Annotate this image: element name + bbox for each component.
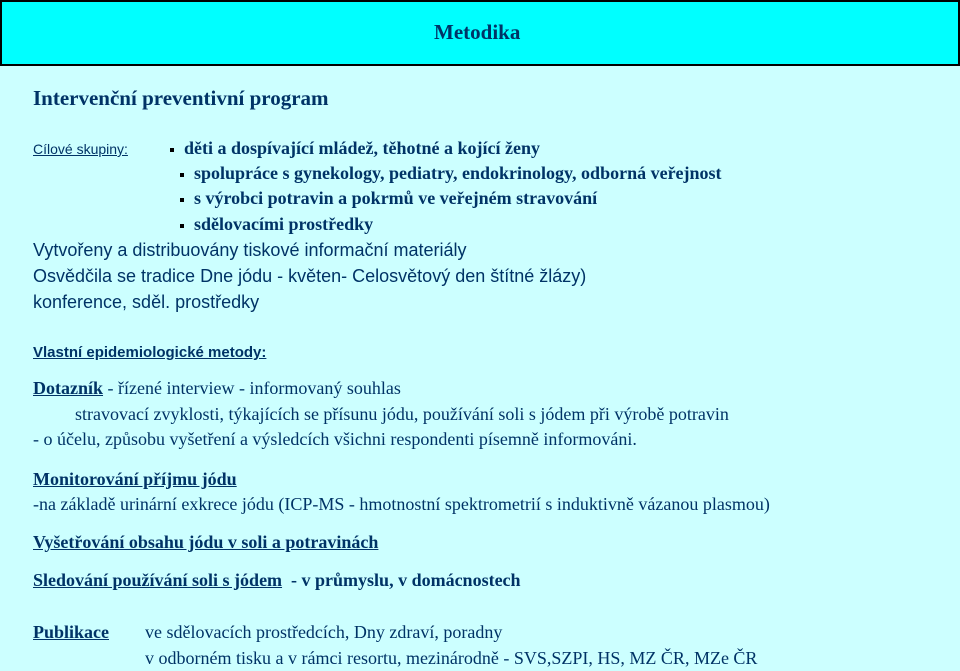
target-group-item: s výrobci potravin a pokrmů ve veřejném stravování <box>180 188 597 209</box>
salt-usage-line: Sledování používání soli s jódem - v průmyslu, v domácnostech <box>33 570 521 590</box>
info-line: Osvědčila se tradice Dne jódu - květen- Celosvětový den štítné žlázy) <box>33 266 587 286</box>
publications-detail: v odborném tisku a v rámci resortu, mezinárodně - SVS,SZPI, HS, MZ ČR, MZe ČR <box>145 648 758 668</box>
bullet-icon <box>180 224 184 228</box>
publications-detail: ve sdělovacích prostředcích, Dny zdraví, poradny <box>145 622 503 642</box>
program-title: Intervenční preventivní program <box>33 86 329 110</box>
bullet-icon <box>170 148 174 152</box>
questionnaire-detail: stravovací zvyklosti, týkajících se přísunu jódu, používání soli s jódem při výrobě potravin <box>75 404 729 424</box>
questionnaire-detail: - o účelu, způsobu vyšetření a výsledcích všichni respondenti písemně informováni. <box>33 429 637 449</box>
target-group-item: děti a dospívající mládež, těhotné a kojící ženy <box>170 138 540 159</box>
title-bar <box>0 0 960 66</box>
bullet-icon <box>180 173 184 177</box>
target-group-item: spolupráce s gynekology, pediatry, endokrinology, odborná veřejnost <box>180 163 722 184</box>
slide-title: Metodika <box>434 20 521 44</box>
methods-heading: Vlastní epidemiologické metody: <box>33 344 267 361</box>
questionnaire-title: Dotazník <box>33 378 104 398</box>
publications-title: Publikace <box>33 622 110 642</box>
monitoring-title: Monitorování příjmu jódu <box>33 469 237 489</box>
questionnaire-line: Dotazník - řízené interview - informovaný souhlas <box>33 378 401 398</box>
info-line: konference, sděl. prostředky <box>33 292 260 312</box>
salt-usage-title: Sledování používání soli s jódem <box>33 570 283 590</box>
bullet-icon <box>180 198 184 202</box>
target-group-item: sdělovacími prostředky <box>180 214 373 235</box>
monitoring-detail: -na základě urinární exkrece jódu (ICP-MS - hmotnostní spektrometrií s induktivně vázanou plasmou) <box>33 494 770 514</box>
info-line: Vytvořeny a distribuovány tiskové informační materiály <box>33 240 467 260</box>
target-groups-label: Cílové skupiny: <box>33 141 128 157</box>
salt-food-title: Vyšetřování obsahu jódu v soli a potravinách <box>33 532 379 552</box>
